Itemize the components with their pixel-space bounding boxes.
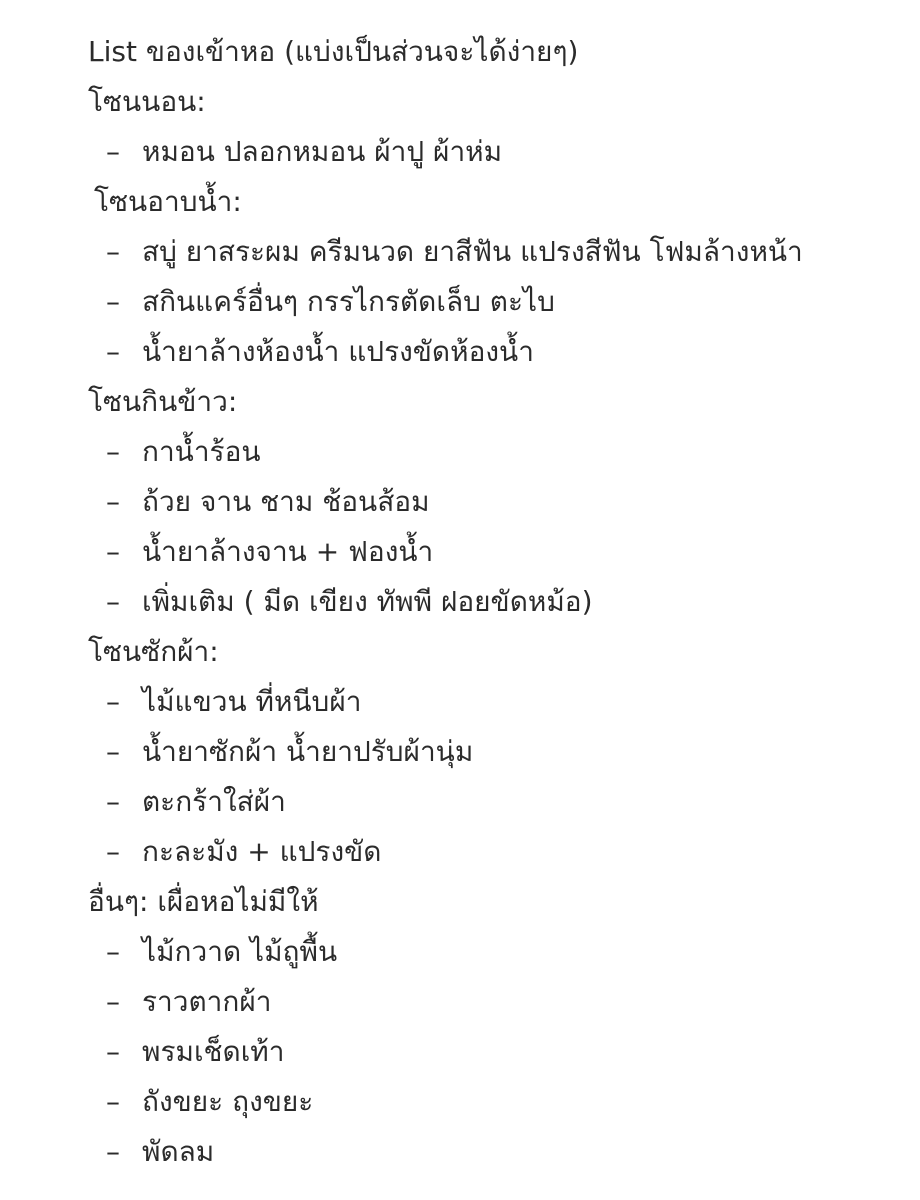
list-item <box>106 680 361 724</box>
bullet-dash: – <box>106 1085 120 1118</box>
bullet-dash: – <box>106 1135 120 1168</box>
list-item-text: ถ้วย จาน ชาม ช้อนส้อม <box>142 485 430 518</box>
bullet-dash: – <box>106 285 120 318</box>
list-item <box>106 230 803 274</box>
list-item-text: น้ำยาล้างจาน + ฟองน้ำ <box>142 535 434 568</box>
bullet-dash: – <box>106 1035 120 1068</box>
list-item <box>106 580 593 624</box>
list-item <box>106 530 433 574</box>
section-heading-bath: โซนอาบน้ำ: <box>94 185 242 218</box>
list-item-text: ราวตากผ้า <box>142 985 272 1018</box>
bullet-dash: – <box>106 135 120 168</box>
bullet-dash: – <box>106 235 120 268</box>
list-item <box>106 1130 214 1174</box>
list-item-text: พัดลม <box>142 1135 215 1168</box>
bullet-dash: – <box>106 785 120 818</box>
section-heading-eat: โซนกินข้าว: <box>88 385 238 418</box>
list-item <box>106 1030 284 1074</box>
bullet-dash: – <box>106 735 120 768</box>
section-heading-sleep: โซนนอน: <box>88 85 206 118</box>
list-item <box>106 130 502 174</box>
list-item-text: ไม้แขวน ที่หนีบผ้า <box>142 685 362 718</box>
list-item-text: กะละมัง + แปรงขัด <box>142 835 382 868</box>
document-title: List ของเข้าหอ (แบ่งเป็นส่วนจะได้ง่ายๆ) <box>88 35 579 68</box>
list-item-text: ตะกร้าใส่ผ้า <box>142 785 286 818</box>
section-heading-others: อื่นๆ: เผื่อหอไม่มีให้ <box>88 885 319 918</box>
list-item-text: เพิ่มเติม ( มีด เขียง ทัพพี ฝอยขัดหม้อ) <box>142 585 593 618</box>
list-item-text: สกินแคร์อื่นๆ กรรไกรตัดเล็บ ตะไบ <box>142 285 555 318</box>
list-item-text: ไม้กวาด ไม้ถูพื้น <box>142 935 338 968</box>
bullet-dash: – <box>106 685 120 718</box>
list-item-text: กาน้ำร้อน <box>142 435 261 468</box>
bullet-dash: – <box>106 435 120 468</box>
list-item-text: น้ำยาล้างห้องน้ำ แปรงขัดห้องน้ำ <box>142 335 534 368</box>
bullet-dash: – <box>106 585 120 618</box>
list-item <box>106 330 534 374</box>
bullet-dash: – <box>106 485 120 518</box>
list-item <box>106 430 261 474</box>
list-item <box>106 730 473 774</box>
section-heading-laundry: โซนซักผ้า: <box>88 635 219 668</box>
list-item <box>106 280 555 324</box>
list-item-text: พรมเช็ดเท้า <box>142 1035 285 1068</box>
list-item <box>106 930 337 974</box>
list-item-text: ถังขยะ ถุงขยะ <box>142 1085 314 1118</box>
list-item-text: น้ำยาซักผ้า น้ำยาปรับผ้านุ่ม <box>142 735 474 768</box>
list-item <box>106 480 430 524</box>
list-item <box>106 980 271 1024</box>
list-item <box>106 780 286 824</box>
list-item <box>106 1080 313 1124</box>
bullet-dash: – <box>106 335 120 368</box>
list-item-text: หมอน ปลอกหมอน ผ้าปู ผ้าห่ม <box>142 135 503 168</box>
bullet-dash: – <box>106 935 120 968</box>
list-item-text: สบู่ ยาสระผม ครีมนวด ยาสีฟัน แปรงสีฟัน โฟมล้างหน้า <box>142 235 803 268</box>
list-item <box>106 830 381 874</box>
bullet-dash: – <box>106 985 120 1018</box>
bullet-dash: – <box>106 835 120 868</box>
bullet-dash: – <box>106 535 120 568</box>
